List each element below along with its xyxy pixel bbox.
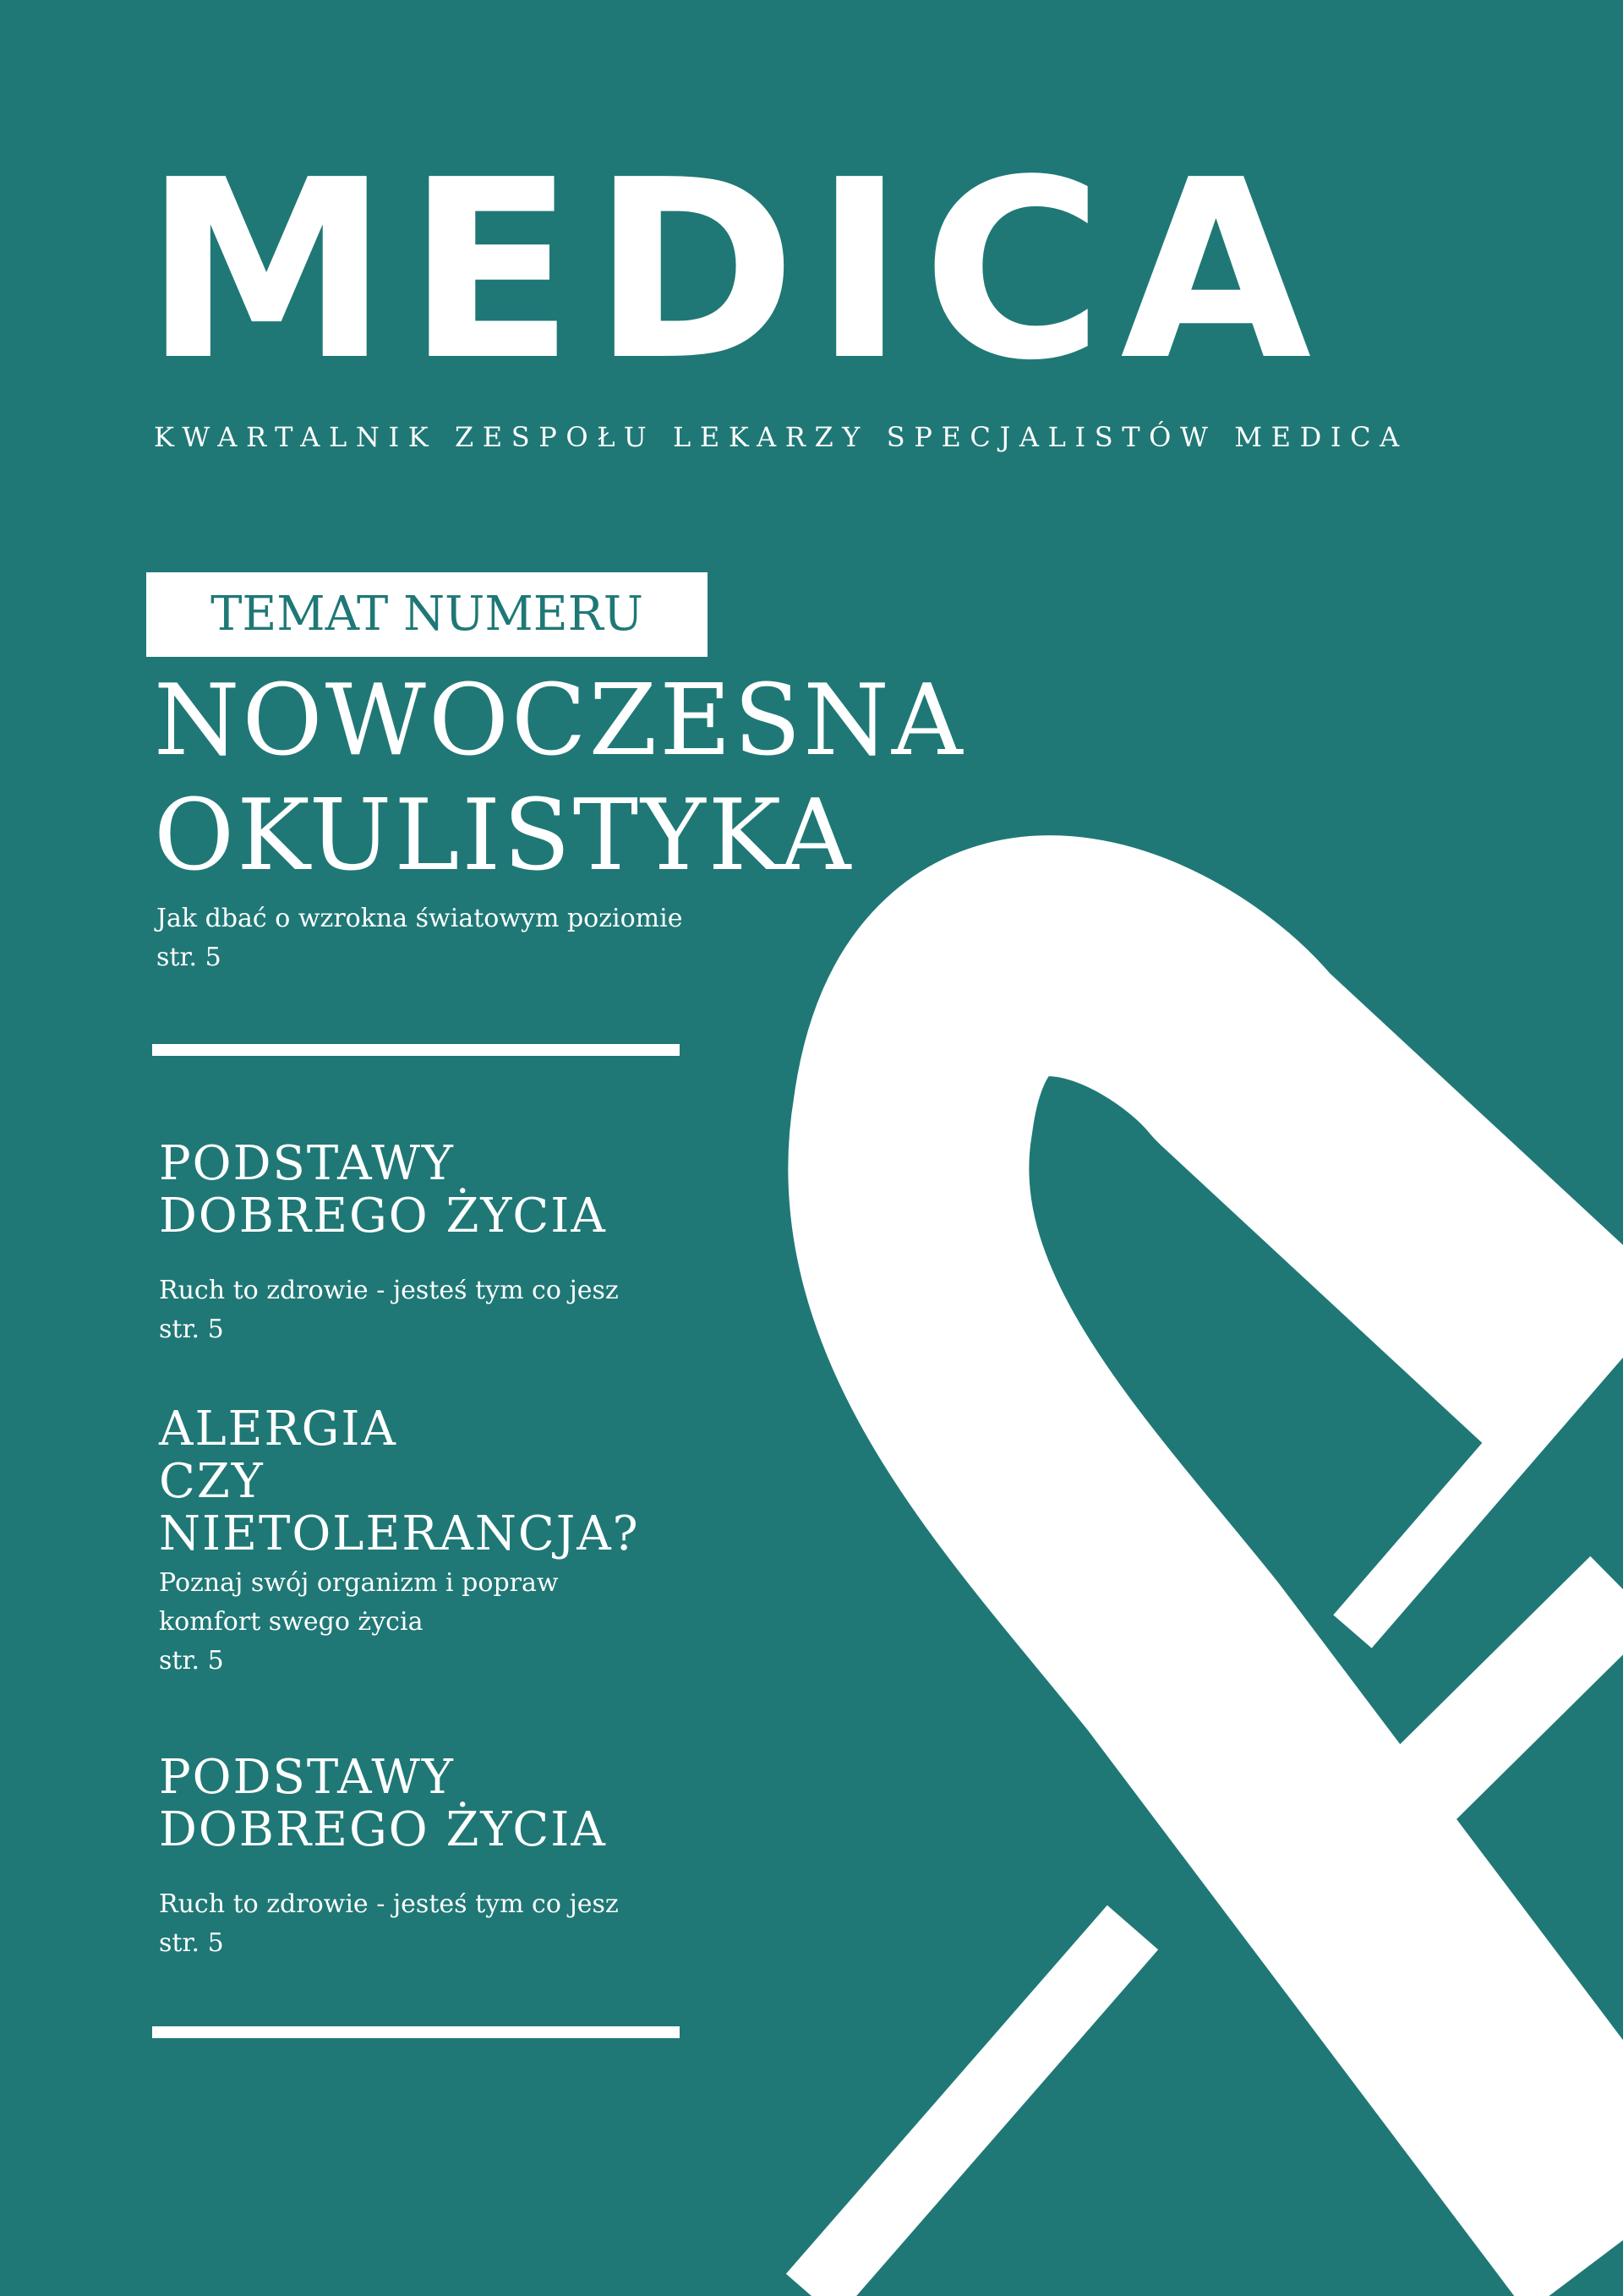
article-title	[159, 1403, 640, 1561]
article-item	[159, 1138, 619, 1349]
lead-title-line: OKULISTYKA	[154, 779, 854, 893]
article-title-line: ALERGIA	[159, 1402, 397, 1457]
article-desc-line: Poznaj swój organizm i popraw	[159, 1568, 559, 1598]
lead-subtitle-text: Jak dbać o wzrokna światowym poziomie	[156, 904, 683, 933]
article-item	[159, 1403, 640, 1681]
article-description	[159, 1885, 619, 1924]
lead-page-number: str. 5	[156, 943, 221, 972]
issue-topic-badge: TEMAT NUMERU	[146, 572, 708, 657]
article-page-number: str. 5	[159, 1646, 224, 1676]
article-page-number: str. 5	[159, 1315, 224, 1344]
article-title-line: CZY	[159, 1454, 265, 1509]
lead-article-subtitle	[156, 899, 682, 977]
article-title-line: PODSTAWY	[159, 1136, 455, 1191]
article-description	[159, 1564, 640, 1642]
magazine-title: MEDICA	[144, 127, 1329, 414]
lead-title-line: NOWOCZESNA	[154, 664, 965, 778]
article-description	[159, 1271, 619, 1310]
article-desc-line: komfort swego życia	[159, 1607, 424, 1637]
article-title-line: NIETOLERANCJA?	[159, 1506, 640, 1561]
section-divider-top	[152, 1044, 680, 1056]
article-title-line: DOBREGO ŻYCIA	[159, 1802, 607, 1857]
article-title-line: DOBREGO ŻYCIA	[159, 1189, 607, 1244]
article-page-number: str. 5	[159, 1928, 224, 1958]
article-title	[159, 1138, 619, 1243]
article-desc-line: Ruch to zdrowie - jesteś tym co jesz	[159, 1889, 619, 1919]
section-divider-bottom	[152, 2026, 680, 2038]
lead-article-title	[154, 664, 965, 894]
magazine-tagline: KWARTALNIK ZESPOŁU LEKARZY SPECJALISTÓW MEDICA	[154, 421, 1408, 453]
article-desc-line: Ruch to zdrowie - jesteś tym co jesz	[159, 1276, 619, 1305]
article-title	[159, 1752, 619, 1856]
article-item	[159, 1752, 619, 1963]
article-title-line: PODSTAWY	[159, 1750, 455, 1805]
